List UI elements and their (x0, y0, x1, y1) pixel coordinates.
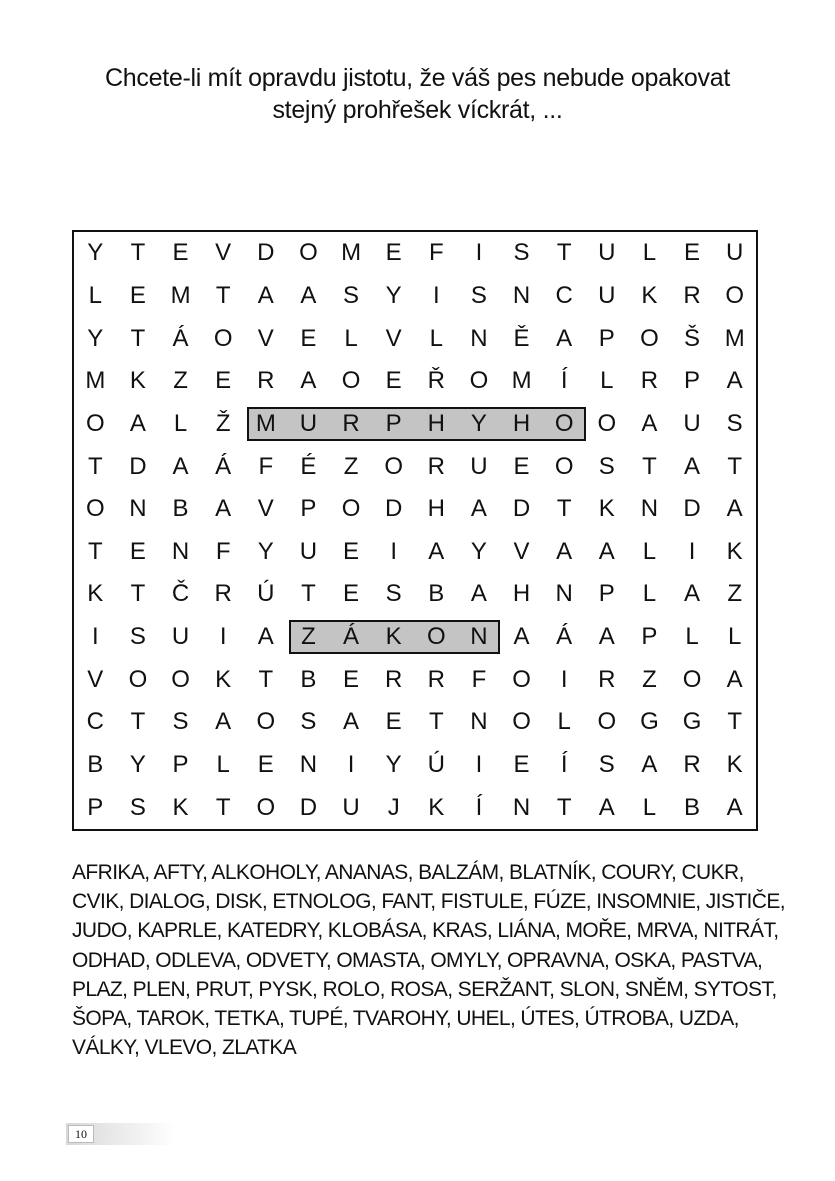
grid-cell: A (129, 409, 146, 437)
grid-cell: E (513, 452, 530, 480)
grid-cell: K (215, 665, 232, 693)
grid-cell: U (470, 452, 488, 480)
grid-cell: A (726, 367, 743, 395)
grid-cell: N (470, 324, 488, 352)
grid-cell: L (88, 281, 102, 309)
grid-cell: H (427, 409, 445, 437)
grid-cell: D (683, 495, 701, 523)
grid-cell: Y (385, 281, 402, 309)
grid-cell: L (557, 708, 571, 736)
grid-cell: Z (642, 665, 657, 693)
grid-cell: K (641, 281, 658, 309)
grid-cell: S (343, 281, 360, 309)
grid-cell: N (129, 495, 147, 523)
grid-cell: E (385, 367, 402, 395)
grid-cell: N (640, 495, 659, 523)
grid-cell: L (642, 580, 657, 608)
grid-cell: O (725, 281, 745, 309)
grid-cell: A (257, 623, 274, 651)
grid-cell: A (598, 537, 615, 565)
grid-cell: S (513, 239, 530, 267)
grid-cell: O (597, 708, 617, 736)
grid-cell: C (555, 281, 573, 309)
grid-cell: Á (215, 452, 232, 480)
grid-cell: Y (87, 239, 104, 267)
grid-cell: T (428, 708, 444, 736)
grid-cell: O (512, 665, 531, 693)
grid-cell: L (728, 623, 742, 651)
grid-cell: Z (727, 580, 743, 608)
grid-cell: E (129, 537, 146, 565)
grid-cell: K (726, 537, 743, 565)
grid-cell: U (299, 409, 318, 437)
grid-cells (74, 232, 756, 829)
grid-cell: R (598, 665, 616, 693)
grid-cell: R (427, 452, 445, 480)
grid-cell: Ě (513, 324, 530, 352)
grid-cell: E (343, 665, 360, 693)
grid-cell: E (257, 751, 274, 779)
word-list-line: VÁLKY, VLEVO, ZLATKA (72, 1036, 297, 1060)
grid-cell: R (427, 665, 445, 693)
page-footer (66, 1123, 176, 1145)
grid-cell: B (87, 751, 104, 779)
grid-cell: O (341, 495, 361, 523)
grid-cell: R (385, 665, 403, 693)
grid-cell: I (91, 623, 99, 651)
grid-cell: T (556, 793, 572, 821)
grid-cell: A (428, 537, 445, 565)
grid-cell: A (470, 495, 487, 523)
grid-cell: T (215, 793, 231, 821)
grid-cell: K (598, 495, 615, 523)
grid-cell: P (172, 751, 189, 779)
grid-cell: A (556, 324, 573, 352)
grid-cell: B (428, 580, 445, 608)
grid-cell: E (129, 281, 146, 309)
grid-cell: V (513, 537, 530, 565)
grid-cell: O (469, 367, 489, 395)
grid-cell: A (598, 623, 615, 651)
grid-cell: E (172, 239, 189, 267)
grid-cell: K (129, 367, 146, 395)
grid-cell: S (300, 708, 317, 736)
grid-cell: K (428, 793, 445, 821)
grid-cell: R (683, 281, 701, 309)
grid-cell: V (87, 665, 104, 693)
grid-cell: M (85, 367, 106, 395)
intro-line-2: stejný prohřešek víckrát, ... (272, 96, 563, 124)
grid-cell: T (130, 324, 146, 352)
grid-cell: O (384, 452, 404, 480)
grid-cell: T (556, 239, 572, 267)
grid-cell: K (172, 793, 189, 821)
grid-cell: L (173, 409, 188, 437)
grid-cell: E (343, 537, 360, 565)
grid-cell: L (685, 623, 699, 651)
grid-cell: T (87, 537, 103, 565)
grid-cell: H (512, 409, 531, 437)
grid-cell: P (87, 793, 104, 821)
grid-cell: D (512, 495, 531, 523)
grid-cell: H (427, 495, 445, 523)
grid-cell: I (390, 537, 398, 565)
grid-cell: S (598, 751, 615, 779)
grid-cell: R (342, 409, 360, 437)
grid-cell: L (344, 324, 358, 352)
grid-cell: D (129, 452, 147, 480)
grid-cell: A (513, 623, 530, 651)
grid-cell: O (512, 708, 531, 736)
grid-cell: I (475, 751, 483, 779)
word-list-line: PLAZ, PLEN, PRUT, PYSK, ROLO, ROSA, SERŽANT, SLON, SNĚM, SYTOST, (72, 977, 777, 1001)
grid-cell: A (556, 537, 573, 565)
grid-cell: A (343, 708, 360, 736)
grid-cell: Ř (427, 367, 445, 395)
grid-cell: A (726, 665, 743, 693)
grid-cell: A (726, 495, 743, 523)
grid-cell: D (299, 793, 318, 821)
grid-cell: T (556, 495, 572, 523)
grid-cell: P (684, 367, 701, 395)
grid-cell: I (219, 623, 227, 651)
grid-cell: S (129, 793, 146, 821)
grid-cell: N (299, 751, 318, 779)
grid-cell: Á (343, 623, 360, 651)
grid-cell: U (683, 409, 701, 437)
grid-cell: Ž (215, 409, 231, 437)
grid-cell: A (215, 495, 232, 523)
grid-cell: Y (257, 537, 274, 565)
grid-cell: O (299, 239, 318, 267)
grid-cell: D (385, 495, 403, 523)
grid-cell: B (684, 793, 701, 821)
grid-cell: Z (173, 367, 188, 395)
grid-cell: M (511, 367, 532, 395)
grid-cell: O (256, 793, 276, 821)
grid-cell: D (257, 239, 275, 267)
grid-cell: O (554, 409, 574, 437)
grid-cell: N (470, 623, 488, 651)
grid-cell: O (85, 409, 105, 437)
grid-cell: F (471, 665, 487, 693)
grid-cell: T (130, 708, 146, 736)
word-search-grid (72, 230, 758, 831)
grid-cell: O (85, 495, 105, 523)
grid-cell: Y (129, 751, 146, 779)
grid-cell: N (512, 281, 531, 309)
grid-cell: B (300, 665, 317, 693)
grid-cell: T (258, 665, 274, 693)
grid-cell: U (598, 281, 616, 309)
grid-cell: S (598, 452, 615, 480)
grid-cell: E (385, 708, 402, 736)
grid-cell: A (726, 793, 743, 821)
grid-cell: N (555, 580, 573, 608)
grid-cell: A (641, 751, 658, 779)
grid-cell: L (642, 537, 657, 565)
grid-cell: Č (171, 580, 190, 608)
grid-cell: U (171, 623, 190, 651)
grid-cell: S (172, 708, 189, 736)
grid-cell: S (726, 409, 743, 437)
word-list-line: CVIK, DIALOG, DISK, ETNOLOG, FANT, FISTULE, FÚZE, INSOMNIE, JISTIČE, (72, 890, 785, 914)
grid-cell: L (600, 367, 614, 395)
grid-cell: S (129, 623, 146, 651)
grid-cell: P (385, 409, 402, 437)
grid-cell: E (300, 324, 317, 352)
grid-cell: I (475, 239, 483, 267)
grid-cell: P (598, 324, 615, 352)
grid-cell: O (256, 708, 276, 736)
grid-cell: F (215, 537, 231, 565)
grid-cell: Á (556, 623, 573, 651)
grid-cell: E (684, 239, 701, 267)
grid-cell: U (598, 239, 616, 267)
grid-cell: A (300, 367, 317, 395)
grid-cell: I (432, 281, 440, 309)
grid-cell: L (429, 324, 443, 352)
grid-cell: F (428, 239, 444, 267)
grid-cell: Y (470, 537, 487, 565)
grid-cell: L (642, 239, 657, 267)
word-list-line: ŠOPA, TAROK, TETKA, TUPÉ, TVAROHY, UHEL, ÚTES, ÚTROBA, UZDA, (72, 1007, 739, 1031)
grid-cell: A (598, 793, 615, 821)
grid-cell: M (170, 281, 191, 309)
grid-cell: K (726, 751, 743, 779)
grid-cell: U (726, 239, 744, 267)
grid-cell: T (130, 580, 146, 608)
grid-cell: S (385, 580, 402, 608)
grid-cell: Y (470, 409, 487, 437)
word-list (72, 858, 785, 1062)
grid-cell: G (682, 708, 702, 736)
grid-cell: L (216, 751, 230, 779)
grid-cell: M (255, 409, 276, 437)
grid-cell: O (682, 665, 702, 693)
grid-cell: R (257, 367, 275, 395)
grid-cell: P (300, 495, 317, 523)
grid-cell: Y (87, 324, 104, 352)
intro-line-1: Chcete-li mít opravdu jistotu, že váš pes nebude opakovat (105, 64, 730, 92)
intro-text (60, 62, 775, 126)
page-number: 10 (68, 1125, 94, 1143)
grid-cell: O (341, 367, 361, 395)
grid-cell: V (215, 239, 232, 267)
grid-cell: F (258, 452, 274, 480)
grid-cell: T (727, 452, 743, 480)
grid-cell: Š (684, 324, 701, 352)
grid-cell: Z (343, 452, 359, 480)
grid-cell: S (470, 281, 487, 309)
grid-cell: V (257, 495, 274, 523)
grid-cell: E (385, 239, 402, 267)
grid-cell: O (128, 665, 148, 693)
grid-cell: P (598, 580, 615, 608)
grid-cell: K (87, 580, 104, 608)
grid-cell: N (512, 793, 531, 821)
grid-cell: L (642, 793, 657, 821)
grid-cell: A (257, 281, 274, 309)
grid-cell: V (385, 324, 402, 352)
grid-cell: Í (560, 367, 568, 395)
grid-cell: A (172, 452, 189, 480)
grid-cell: A (470, 580, 487, 608)
grid-cell: É (300, 452, 317, 480)
grid-cell: Á (172, 324, 189, 352)
grid-cell: T (87, 452, 103, 480)
grid-cell: Y (385, 751, 402, 779)
grid-cell: T (727, 708, 743, 736)
grid-cell: M (341, 239, 362, 267)
grid-cell: T (301, 580, 316, 608)
grid-cell: I (688, 537, 696, 565)
grid-cell: T (215, 281, 231, 309)
grid-cell: K (385, 623, 402, 651)
grid-cell: O (554, 452, 574, 480)
grid-cell: P (641, 623, 658, 651)
grid-cell: M (724, 324, 745, 352)
grid-cell: T (642, 452, 657, 480)
grid-cell: R (683, 751, 701, 779)
grid-cell: N (171, 537, 190, 565)
grid-cell: G (640, 708, 659, 736)
grid-cell: I (347, 751, 355, 779)
grid-cell: O (640, 324, 659, 352)
grid-cell: E (343, 580, 360, 608)
grid-cell: U (299, 537, 318, 565)
grid-cell: I (560, 665, 568, 693)
grid-cell: Í (475, 793, 483, 821)
grid-cell: Z (301, 623, 316, 651)
grid-cell: C (86, 708, 104, 736)
grid-cell: A (684, 580, 701, 608)
grid-cell: J (387, 793, 400, 821)
grid-cell: Ú (257, 580, 275, 608)
grid-cell: O (597, 409, 617, 437)
grid-cell: R (640, 367, 659, 395)
grid-cell: N (470, 708, 488, 736)
grid-cell: Ú (427, 751, 445, 779)
grid-cell: O (213, 324, 233, 352)
word-list-line: ODHAD, ODLEVA, ODVETY, OMASTA, OMYLY, OPRAVNA, OSKA, PASTVA, (72, 948, 763, 972)
word-list-line: JUDO, KAPRLE, KATEDRY, KLOBÁSA, KRAS, LIÁNA, MOŘE, MRVA, NITRÁT, (72, 919, 779, 943)
grid-cell: E (215, 367, 232, 395)
grid-cell: B (172, 495, 189, 523)
grid-cell: O (426, 623, 446, 651)
grid-cell: R (214, 580, 232, 608)
grid-cell: V (257, 324, 274, 352)
grid-cell: E (513, 751, 530, 779)
grid-cell: Í (560, 751, 568, 779)
grid-cell: A (300, 281, 317, 309)
grid-cell: O (171, 665, 190, 693)
grid-cell: A (641, 409, 658, 437)
grid-cell: A (215, 708, 232, 736)
grid-cell: U (342, 793, 360, 821)
word-list-line: AFRIKA, AFTY, ALKOHOLY, ANANAS, BALZÁM, BLATNÍK, COURY, CUKR, (72, 861, 744, 884)
grid-cell: H (512, 580, 531, 608)
grid-cell: A (684, 452, 701, 480)
grid-cell: T (130, 239, 146, 267)
